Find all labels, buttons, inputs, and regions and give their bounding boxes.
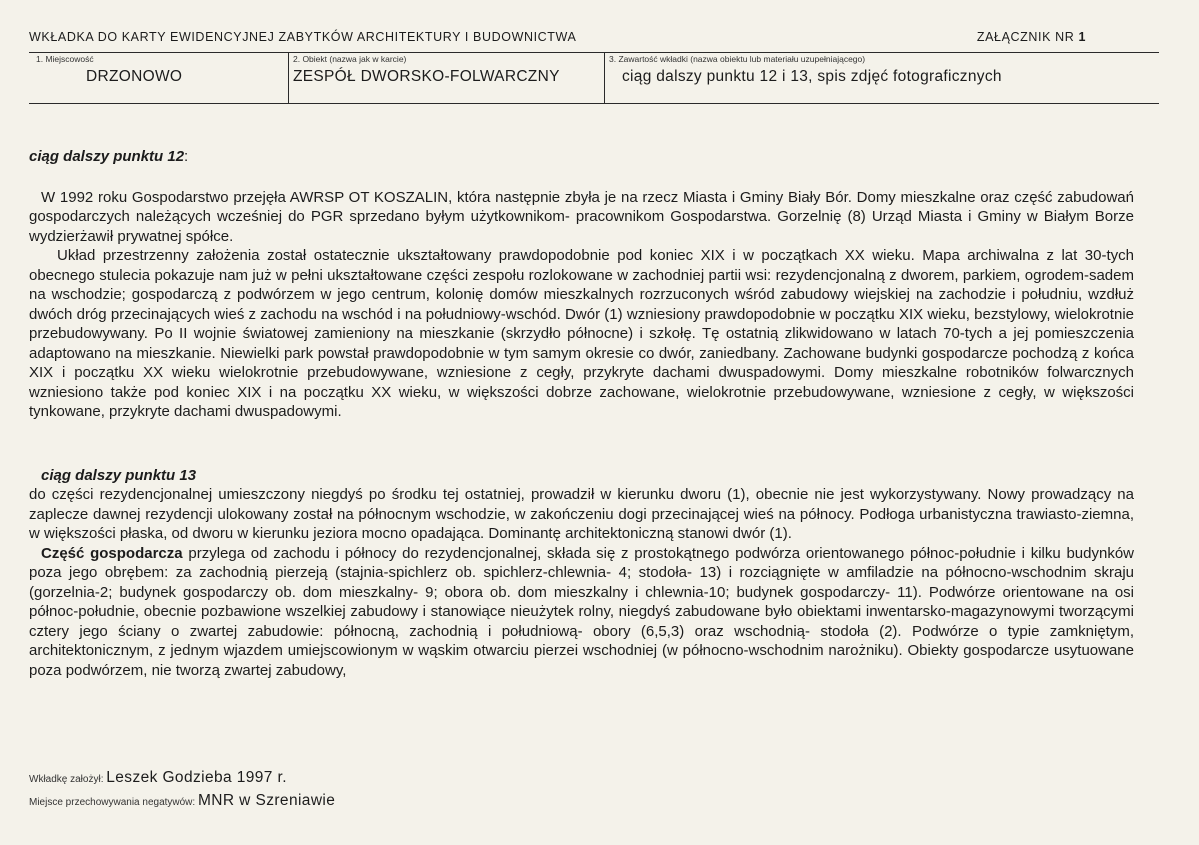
- section-12-paragraph-2: Układ przestrzenny założenia został ostatecznie ukształtowany prawdopodobnie pod koniec XIX i w początkach XX wieku. Mapa archiwalna z lat 30-tych obecnego stulecia pokazuje nam już w pełni ukształtowane części zespołu rozlokowane w zachodniej partii wsi: rezydencjonalną z dworem, parkiem, ogrodem-sadem na wschodzie; gospodarczą z podwórzem w jego centrum, kolonię domów mieszkalnych rozrzuconych wśród zabudowy wiejskiej na zachodzie i południu, wzdłuż dwóch dróg przecinających wieś z zachodu na wschód i na południowy-wschód. Dwór (1) wzniesiony prawdopodobnie w początku XIX wieku, bezstylowy, wielokrotnie przebudowywany. Po II wojnie światowej zamieniony na mieszkanie (skrzydło północne) i szkołę. Tę ostatnią zlikwidowano w latach 70-tych a jej pomieszczenia adaptowano na mieszkanie. Niewielki park powstał prawdopodobnie w tym samym okresie co dwór, zaniedbany. Zachowane budynki gospodarcze pochodzą z końca XIX i początku XX wieku wielokrotnie przebudowywane, wzniesione z cegły, przykryte dachami dwuspadowymi. Domy mieszkalne robotników folwarcznych wzniesiono także pod koniec XIX i na początku XX wieku, w większości dobrze zachowane, wielokrotnie przebudowywane, wzniesione z cegły, w większości tynkowane, przykryte dachami dwuspadowymi.: [29, 247, 1134, 420]
- farm-part-heading: Część gospodarcza: [41, 544, 183, 562]
- content-value: ciąg dalszy punktu 12 i 13, spis zdjęć fotograficznych: [622, 68, 1002, 85]
- footer-author: [29, 769, 287, 787]
- content-label: 3. Zawartość wkładki (nazwa obiektu lub materiału uzupełniającego): [609, 54, 866, 64]
- header-bottom-rule: [29, 103, 1159, 104]
- storage-label: Miejsce przechowywania negatywów:: [29, 797, 196, 808]
- author-value: Leszek Godzieba 1997 r.: [106, 769, 287, 786]
- spacer: [29, 422, 1134, 466]
- section-13-heading: ciąg dalszy punktu 13: [41, 466, 197, 484]
- attachment-number: 1: [1078, 30, 1086, 44]
- section-12-heading-text: ciąg dalszy punktu 12: [29, 148, 185, 165]
- section-12-paragraph-1: W 1992 roku Gospodarstwo przejęła AWRSP OT KOSZALIN, która następnie zbyła je na rzecz Miasta i Gminy Biały Bór. Domy mieszkalne oraz część zabudowań gospodarczych należących wcześniej do PGR sprzedano byłym użytkownikom- pracownikom Gospodarstwa. Gorzelnię (8) Urząd Miasta i Gminy w Białym Borze wydzierżawił prywatnej spółce.: [29, 188, 1134, 245]
- attachment-label-text: ZAŁĄCZNIK NR: [976, 30, 1075, 44]
- storage-value: MNR w Szreniawie: [197, 792, 336, 809]
- header-top-rule: [29, 52, 1159, 53]
- section-13-paragraph-2-text: przylega od zachodu i północy do rezydencjonalnej, składa się z prostokątnego podwórza orientowanego północ-południe i kilku budynków poza jego obrębem: za zachodnią pierzeją (stajnia-spichlerz ob. spichlerz-chlewnia- 4; stodoła- 13) i rozciągnięte w amfiladzie na północno-wschodnim skraju (gorzelnia-2; budynek gospodarczy ob. dom mieszkalny- 9; obora ob. dom mieszkalny i chlewnia-10; budynek gospodarczy- 11). Podwórze orientowane na osi północ-południe, obecnie pozbawione wszelkiej zabudowy i stanowiące nieużytek rolny, niegdyś zabudowane było obiektami inwentarsko-magazynowymi tworzącymi cztery jego ściany o zwartej zabudowie: północną, zachodnią i południową- obory (6,5,3) oraz wschodnią- stodoła (2). Podwórze o typie zamkniętym, architektonicznym, z jednym wjazdem umiejscowionym w wąskim otwarciu pierzei wschodniej (w północno-wschodnim narożniku). Obiekty gospodarcze usytuowane poza podwórzem, nie tworzą zwartej zabudowy,: [29, 544, 1135, 679]
- spacer: [29, 167, 1134, 188]
- section-13-paragraph-2: [29, 544, 1134, 681]
- attachment-label: [977, 30, 1086, 44]
- section-12-heading: [29, 147, 1134, 167]
- locality-value: DRZONOWO: [86, 68, 183, 85]
- footer-storage: [29, 792, 335, 810]
- author-label: Wkładkę założył:: [29, 774, 104, 785]
- locality-label: 1. Miejscowość: [36, 54, 94, 64]
- object-value: ZESPÓŁ DWORSKO-FOLWARCZNY: [293, 68, 560, 85]
- field-divider-1: [288, 53, 289, 103]
- document-title: WKŁADKA DO KARTY EWIDENCYJNEJ ZABYTKÓW ARCHITEKTURY I BUDOWNICTWA: [29, 30, 577, 44]
- section-12-heading-suffix: :: [184, 148, 189, 165]
- object-label: 2. Obiekt (nazwa jak w karcie): [293, 54, 407, 64]
- section-13-paragraph-1: do części rezydencjonalnej umieszczony niegdyś po środku tej ostatniej, prowadził w kierunku dworu (1), obecnie nie jest wykorzystywany. Nowy prowadzący na zaplecze dawnej rezydencji ulokowany został na północnym wschodzie, w zakończeniu dogi przecinającej wieś na północy. Podłoga urbanistyczna trawiasto-ziemna, w większości płaska, od dworu w kierunku jeziora mocno opadająca. Dominantę architektoniczną stanowi dwór (1).: [29, 486, 1134, 542]
- document-body: [29, 147, 1134, 680]
- field-divider-2: [604, 53, 605, 103]
